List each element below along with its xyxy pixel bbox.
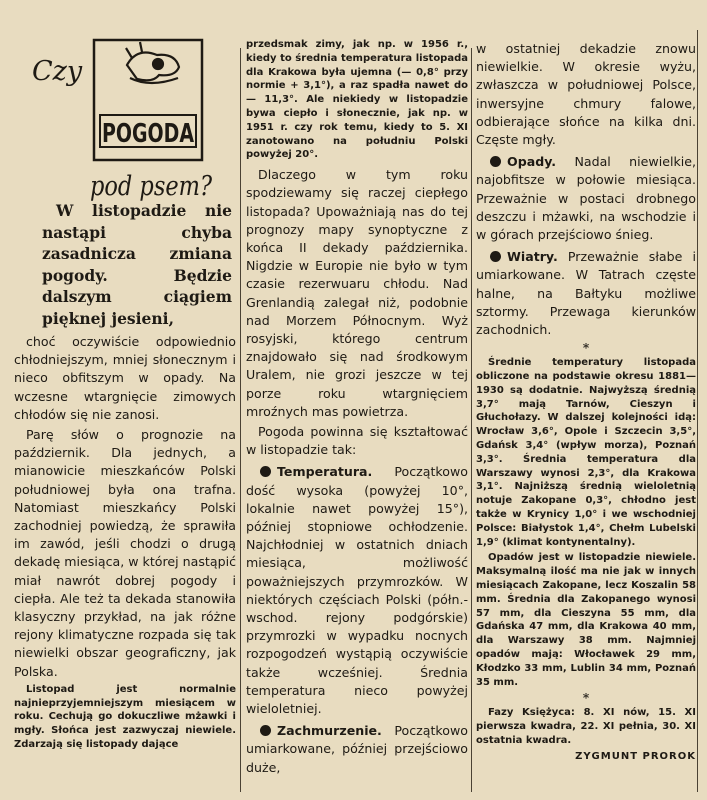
logo-pogoda: POGODA xyxy=(102,119,194,149)
col1-paragraph-1: choć oczywiście odpowiednio chłodniejszym, mniej słonecznym i nieco obfitszym w opady. Na wczesne wtargnięcie zimowych chłodów się nie zanosi. xyxy=(14,334,236,422)
rain-heading: Opady. xyxy=(507,154,557,170)
col3-paragraph-precipitation: Opadów jest w listopadzie niewiele. Maksymalną ilość ma nie jak w innych miesiącach Zakopane, lecz Koszalin 58 mm. Średnia dla Zakopanego wynosi 57 mm, dla Cieszyna 55 mm, dla Gdańska 47 mm, dla Krakowa 40 mm, dla Warszawy 38 mm. Najmniej opadów mają: Włocławek 29 mm, Kłodzko 33 mm, Lublin 34 mm, Poznań 35 mm. xyxy=(476,552,696,688)
temperature-section xyxy=(246,463,468,718)
pogoda-logo xyxy=(32,30,222,210)
wind-section xyxy=(476,248,696,339)
column-1 xyxy=(14,0,236,800)
cloud-section xyxy=(246,722,468,777)
lead-paragraph: W listopadzie nie nastąpi chyba zasadnicza zmiana pogody. Będzie dalszym ciągiem pięknej jesieni, xyxy=(42,201,232,328)
col2-paragraph-1: przedsmak zimy, jak np. w 1956 r., kiedy to średnia temperatura listopada dla Krakowa była ujemna (— 0,8° przy normie + 3,1°), a raz spadła nawet do — 11,3°. Ale niekiedy w listopadzie bywa ciepło i słonecznie, jak np. w 1951 r. czy rok temu, kiedy to 5. XI zanotowano na południu Polski powyżej 20°. xyxy=(246,39,468,161)
rain-section xyxy=(476,153,696,244)
logo-czy: Czy xyxy=(32,56,83,87)
separator-star-1: * xyxy=(582,341,590,356)
cloud-text: Początkowo umiarkowane, później przejściowo duże, xyxy=(246,723,468,775)
col2-paragraph-2: Dlaczego w tym roku spodziewamy się raczej ciepłego listopada? Upoważniają nas do tej prognozy mapy synoptyczne z końca II dekady października. Nigdzie w Europie nie było w tym czasie rezerwuaru chłodu. Nad Grenlandią zalegał niż, podobnie nad Morzem Północnym. Wyż rosyjski, którego centrum znajdowało się nad środkowym Uralem, nie grozi jeszcze w tej porze roku wtargnięciem mroźnych mas powietrza. xyxy=(246,167,468,419)
column-3 xyxy=(476,0,696,800)
bullet-icon xyxy=(260,725,271,736)
column-divider-1 xyxy=(240,48,241,792)
column-divider-3 xyxy=(697,30,698,792)
col3-paragraph-temperatures: Średnie temperatury listopada obliczone na podstawie okresu 1881—1930 są dodatnie. Najwyższą średnią 3,7° mają Tarnów, Cieszyn i Głuchołazy. W dalszej kolejności idą: Wrocław 3,6°, Opole i Szczecin 3,5°, Gdańsk 3,4° (wpływ morza), Poznań 3,3°. Średnia temperatura dla Warszawy wynosi 2,3°, dla Krakowa 3,1°. Najniższą średnią wieloletnią notuje Zakopane 0,3°, chłodno jest także w Krynicy 1,0° i we wschodniej Polsce: Białystok 1,4°, Chełm Lubelski 1,9° (klimat kontynentalny). xyxy=(476,357,696,548)
temperature-heading: Temperatura. xyxy=(277,464,373,480)
col1-paragraph-3: Listopad jest normalnie najnieprzyjemniejszym miesiącem w roku. Cechują go dokuczliwe mżawki i mgły. Słońca jest zazwyczaj niewiele. Zdarzają się listopady dające xyxy=(14,683,236,751)
logo-area xyxy=(14,0,236,200)
author-signature: ZYGMUNT PROROK xyxy=(575,750,696,762)
bullet-icon xyxy=(490,156,501,167)
rain-text: Nadal niewielkie, najobfitsze w połowie miesiąca. Przeważnie w postaci drobnego deszczu i mżawki, na wschodzie i w górach przejściowo śnieg. xyxy=(476,154,696,243)
col2-paragraph-3: Pogoda powinna się kształtować w listopadzie tak: xyxy=(246,424,468,458)
col3-paragraph-1: w ostatniej dekadzie znowu niewielkie. W okresie wyżu, zwłaszcza w południowej Polsce, inwersyjne chmury falowe, odbierające słońce na kilka dni. Częste mgły. xyxy=(476,41,696,148)
temperature-text: Początkowo dość wysoka (powyżej 10°, lokalnie nawet powyżej 15°), później stopniowe ochłodzenie. Najchłodniej w ostatnich dniach miesiąca, możliwość poważniejszych przymrozków. W niektórych częściach Polski (półn.-wschod. rejony podgórskie) przymrozki w wypadku nocnych rozpogodzeń wystąpią oczywiście także wcześniej. Średnia temperatura nieco powyżej wieloletniej. xyxy=(246,464,468,717)
separator-star-2: * xyxy=(582,691,590,706)
logo-pod-psem: pod psem? xyxy=(90,171,213,202)
dog-drawing-icon xyxy=(126,42,179,83)
col1-paragraph-2: Parę słów o prognozie na październik. Dla jednych, a mianowicie mieszkańców Polski południowej była ona trafna. Natomiast mieszkańcy Polski zachodniej powiedzą, że sprawiła im zawód, jeśli chodzi o drugą dekadę miesiąca, w której nastąpić miał nawrót dobrej pogody i ciepła. Ale też ta dekada stanowiła klasyczny przykład, na jak różne rejony klimatyczne rozpada się tak niewielki obszar geograficzny, jak Polska. xyxy=(14,427,236,679)
bullet-icon xyxy=(490,251,501,262)
wind-text: Przeważnie słabe i umiarkowane. W Tatrach częste halne, na Bałtyku możliwe sztormy. Przewaga kierunków zachodnich. xyxy=(476,249,696,338)
cloud-heading: Zachmurzenie. xyxy=(277,723,382,739)
column-2 xyxy=(246,0,468,800)
column-divider-2 xyxy=(471,48,472,792)
moon-phases: Fazy Księżyca: 8. XI nów, 15. XI pierwsza kwadra, 22. XI pełnia, 30. XI ostatnia kwadra. xyxy=(476,707,696,746)
wind-heading: Wiatry. xyxy=(507,249,558,265)
bullet-icon xyxy=(260,466,271,477)
